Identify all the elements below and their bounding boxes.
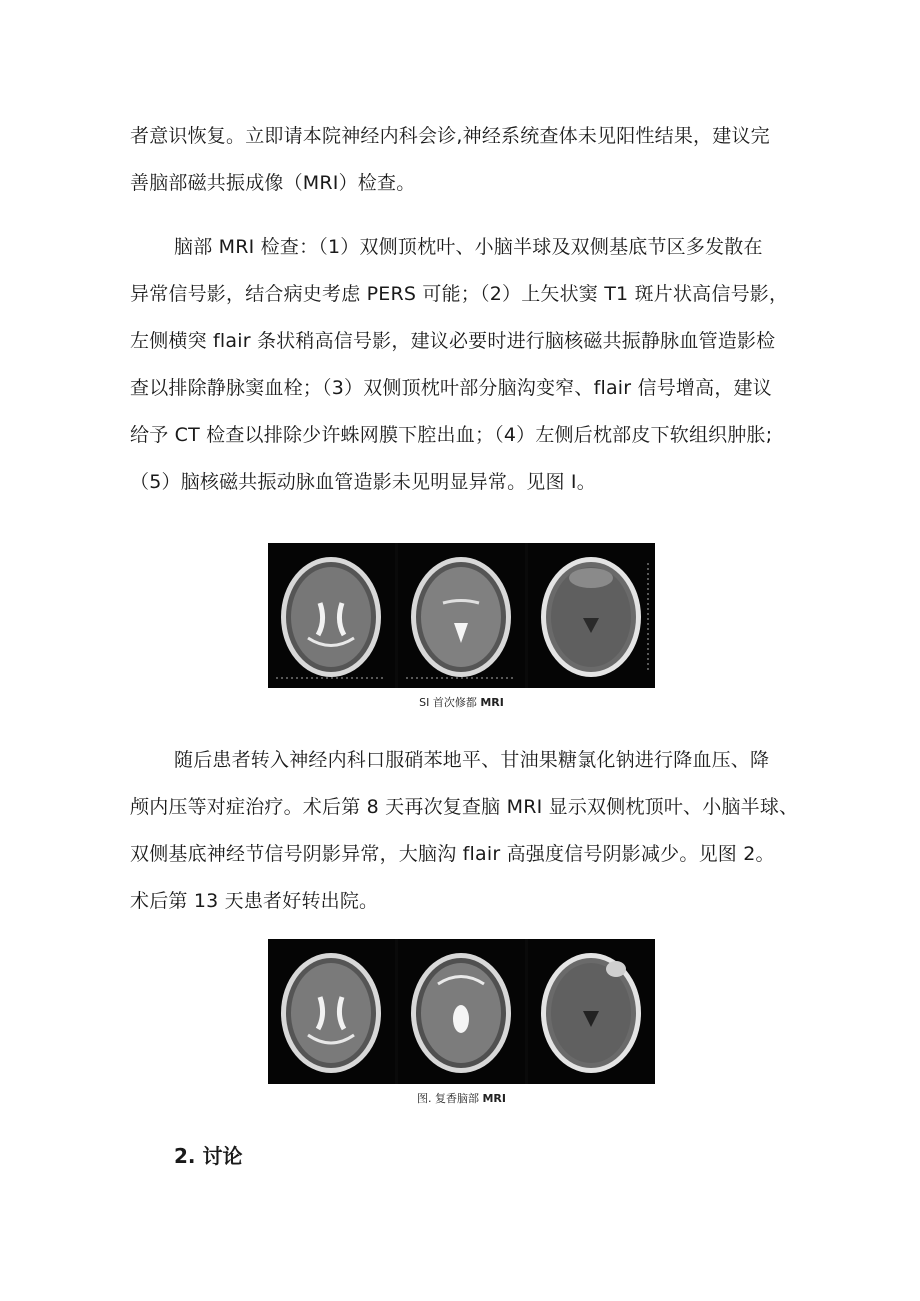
text-line: 左侧横突 flair 条状稍高信号影，建议必要时进行脑核磁共振静脉血管造影检 <box>130 330 776 352</box>
text-line: 者意识恢复。立即请本院神经内科会诊,神经系统查体未见阳性结果，建议完 <box>130 125 770 147</box>
section-heading: 2. 讨论 <box>174 1144 243 1168</box>
text-line: 给予 CT 检查以排除少许蛛网膜下腔出血；（4）左侧后枕部皮下软组织肿胀; <box>130 424 773 446</box>
text-line: 双侧基底神经节信号阴影异常，大脑沟 flair 高强度信号阴影减少。见图 2。 <box>130 843 775 865</box>
text-line: 查以排除静脉窦血栓；（3）双侧顶枕叶部分脑沟变窄、flair 信号增高，建议 <box>130 377 772 399</box>
brain-scan-t2-icon <box>268 939 395 1084</box>
text-line: 颅内压等对症治疗。术后第 8 天再次复查脑 MRI 显示双侧枕顶叶、小脑半球、 <box>130 796 799 818</box>
mri-figure-1 <box>268 543 655 688</box>
figure-2-caption <box>268 1090 655 1106</box>
paragraph-3 <box>130 737 798 925</box>
text-line: 善脑部磁共振成像（MRI）检查。 <box>130 172 416 194</box>
text-line: 脑部 MRI 检查：（1）双侧顶枕叶、小脑半球及双侧基底节区多发散在 <box>174 236 763 258</box>
text-line: 随后患者转入神经内科口服硝苯地平、甘油果糖氯化钠进行降血压、降 <box>174 749 770 771</box>
caption-bold: MRI <box>480 696 504 709</box>
caption-text: SI 首次修都 <box>419 696 481 709</box>
text-line: 术后第 13 天患者好转出院。 <box>130 890 379 912</box>
mri-panel <box>268 939 395 1084</box>
text-line: （5）脑核磁共振动脉血管造影未见明显异常。见图 I。 <box>130 471 596 493</box>
mri-panel <box>398 543 525 688</box>
mri-panel <box>528 543 655 688</box>
figure-1-caption <box>268 694 655 710</box>
paragraph-2 <box>130 224 798 506</box>
caption-text: 图. 复香脑部 <box>416 1092 483 1105</box>
text-line: 异常信号影，结合病史考虑 PERS 可能；（2）上矢状窦 T1 斑片状高信号影， <box>130 283 789 305</box>
paragraph-1 <box>130 113 798 207</box>
brain-scan-flair-icon <box>528 543 655 688</box>
mri-figure-2 <box>268 939 655 1084</box>
brain-scan-flair-icon <box>528 939 655 1084</box>
mri-panel <box>528 939 655 1084</box>
caption-bold: MRI <box>482 1092 506 1105</box>
brain-scan-t2-icon <box>268 543 395 688</box>
mri-panel <box>398 939 525 1084</box>
brain-scan-t2-icon <box>398 939 525 1084</box>
mri-panel <box>268 543 395 688</box>
brain-scan-t2-icon <box>398 543 525 688</box>
